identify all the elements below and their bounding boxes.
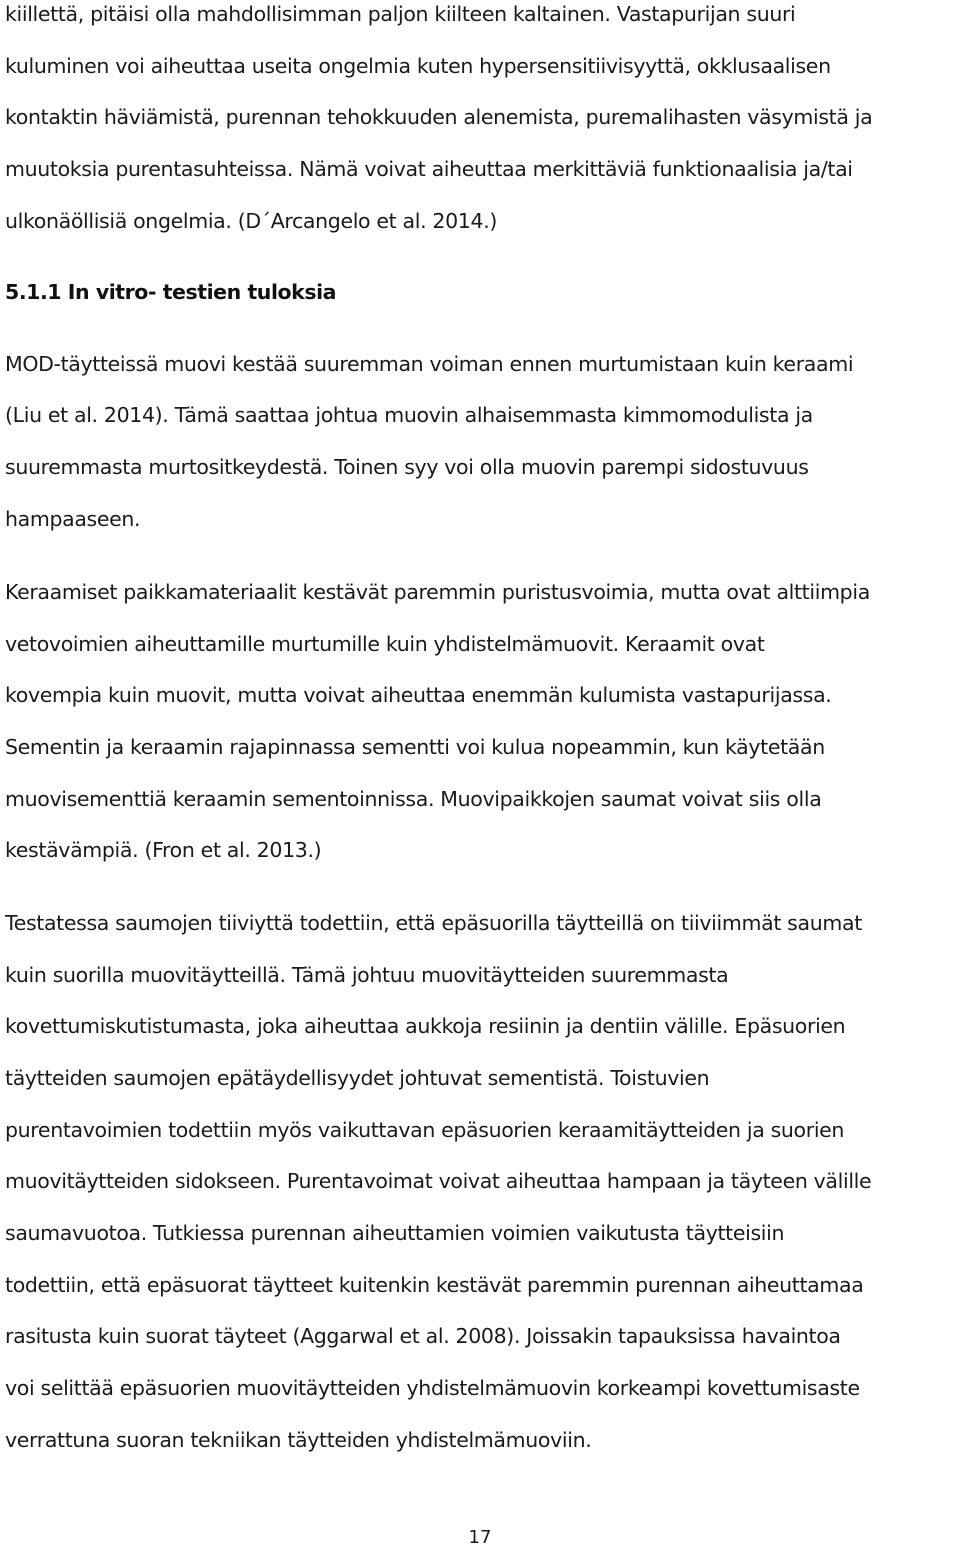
text-line: kiillettä, pitäisi olla mahdollisimman paljon kiilteen kaltainen. Vastapurijan suuri	[5, 2, 796, 26]
text-line: muutoksia purentasuhteissa. Nämä voivat aiheuttaa merkittäviä funktionaalisia ja/tai	[5, 157, 853, 181]
text-line: kovempia kuin muovit, mutta voivat aiheuttaa enemmän kulumista vastapurijassa.	[5, 683, 832, 707]
text-line: saumavuotoa. Tutkiessa purennan aiheuttamien voimien vaikutusta täytteisiin	[5, 1221, 785, 1245]
text-line: ulkonäöllisiä ongelmia. (D´Arcangelo et al. 2014.)	[5, 209, 498, 233]
text-line: hampaaseen.	[5, 507, 141, 531]
text-line: muovisementtiä keraamin sementoinnissa. Muovipaikkojen saumat voivat siis olla	[5, 787, 822, 811]
text-line: kuin suorilla muovitäytteillä. Tämä johtuu muovitäytteiden suuremmasta	[5, 963, 729, 987]
text-line: Testatessa saumojen tiiviyttä todettiin, että epäsuorilla täytteillä on tiiviimmät saumat	[5, 911, 862, 935]
text-line: Sementin ja keraamin rajapinnassa sementti voi kulua nopeammin, kun käytetään	[5, 735, 825, 759]
text-line: todettiin, että epäsuorat täytteet kuitenkin kestävät paremmin purennan aiheuttamaa	[5, 1273, 864, 1297]
text-line: suuremmasta murtositkeydestä. Toinen syy voi olla muovin parempi sidostuvuus	[5, 455, 809, 479]
section-heading: 5.1.1 In vitro- testien tuloksia	[5, 280, 337, 304]
text-line: MOD-täytteissä muovi kestää suuremman voiman ennen murtumistaan kuin keraami	[5, 352, 854, 376]
text-line: täytteiden saumojen epätäydellisyydet johtuvat sementistä. Toistuvien	[5, 1066, 710, 1090]
page-number: 17	[468, 1527, 492, 1548]
text-line: kontaktin häviämistä, purennan tehokkuuden alenemista, puremalihasten väsymistä ja	[5, 105, 873, 129]
text-line: kovettumiskutistumasta, joka aiheuttaa aukkoja resiinin ja dentiin välille. Epäsuorien	[5, 1014, 846, 1038]
text-line: vetovoimien aiheuttamille murtumille kuin yhdistelmämuovit. Keraamit ovat	[5, 632, 765, 656]
text-line: Keraamiset paikkamateriaalit kestävät paremmin puristusvoimia, mutta ovat alttiimpia	[5, 580, 870, 604]
text-line: kestävämpiä. (Fron et al. 2013.)	[5, 838, 322, 862]
text-line: purentavoimien todettiin myös vaikuttavan epäsuorien keraamitäytteiden ja suorien	[5, 1118, 845, 1142]
text-line: muovitäytteiden sidokseen. Purentavoimat voivat aiheuttaa hampaan ja täyteen välille	[5, 1169, 872, 1193]
text-line: verrattuna suoran tekniikan täytteiden yhdistelmämuoviin.	[5, 1428, 592, 1452]
text-line: voi selittää epäsuorien muovitäytteiden yhdistelmämuovin korkeampi kovettumisaste	[5, 1376, 860, 1400]
text-line: kuluminen voi aiheuttaa useita ongelmia kuten hypersensitiivisyyttä, okklusaalisen	[5, 54, 831, 78]
text-line: rasitusta kuin suorat täyteet (Aggarwal et al. 2008). Joissakin tapauksissa havaintoa	[5, 1324, 841, 1348]
document-page	[5, 0, 955, 1550]
text-line: (Liu et al. 2014). Tämä saattaa johtua muovin alhaisemmasta kimmomodulista ja	[5, 403, 813, 427]
